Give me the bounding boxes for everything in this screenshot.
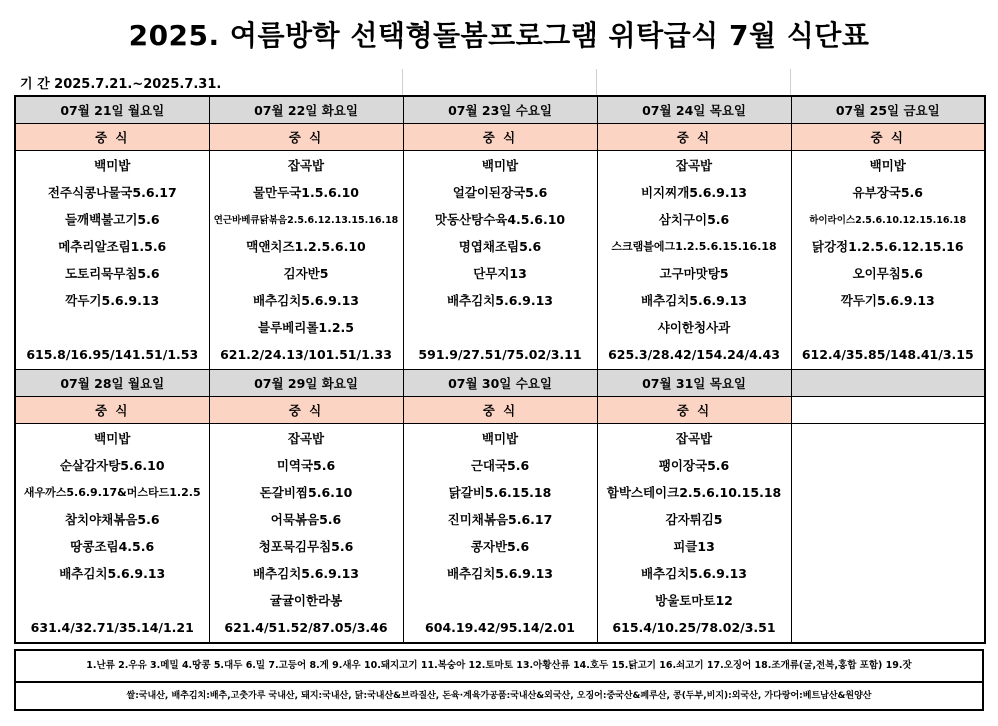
menu-item: 단무지13 — [403, 259, 597, 286]
menu-item: 배추김치5.6.9.13 — [209, 559, 403, 586]
menu-item — [791, 559, 985, 586]
menu-item: 근대국5.6 — [403, 451, 597, 478]
menu-item: 귤귤이한라봉 — [209, 586, 403, 613]
menu-item: 유부장국5.6 — [791, 178, 985, 205]
nutrition-cell: 615.8/16.95/141.51/1.53 — [15, 340, 209, 370]
menu-item: 배추김치5.6.9.13 — [403, 559, 597, 586]
menu-item: 순살감자탕5.6.10 — [15, 451, 209, 478]
menu-item: 백미밥 — [15, 151, 209, 179]
meal-plan-table — [14, 95, 986, 644]
nutri-row — [15, 613, 985, 643]
menu-item: 깍두기5.6.9.13 — [791, 286, 985, 313]
menu-item: 연근바베큐닭볶음2.5.6.12.13.15.16.18 — [209, 205, 403, 232]
day-row — [15, 370, 985, 397]
menu-item: 백미밥 — [403, 151, 597, 179]
origin-notice: 쌀:국내산, 배추김치:배추,고춧가루 국내산, 돼지:국내산, 닭:국내산&브라질산, 돈육·계육가공품:국내산&외국산, 오징어:중국산&페루산, 콩(두부,비지):외국산, 가다랑어:베트남산&원양산 — [14, 681, 984, 711]
menu-item: 잡곡밥 — [597, 424, 791, 452]
menu-item: 어묵볶음5.6 — [209, 505, 403, 532]
menu-item — [791, 478, 985, 505]
menu-item — [791, 313, 985, 340]
period-divider — [402, 69, 403, 95]
item-row — [15, 178, 985, 205]
menu-item — [791, 451, 985, 478]
meal-label — [791, 397, 985, 424]
menu-item: 방울토마토12 — [597, 586, 791, 613]
menu-item: 백미밥 — [15, 424, 209, 452]
item-row — [15, 559, 985, 586]
meal-label: 중 식 — [209, 124, 403, 151]
item-row — [15, 151, 985, 179]
menu-item: 잡곡밥 — [209, 424, 403, 452]
period-label: 기 간 2025.7.21.~2025.7.31. — [20, 77, 222, 92]
page-title: 2025. 여름방학 선택형돌봄프로그램 위탁급식 7월 식단표 — [128, 19, 870, 52]
menu-item: 팽이장국5.6 — [597, 451, 791, 478]
menu-item: 명엽채조림5.6 — [403, 232, 597, 259]
day-header: 07월 24일 목요일 — [597, 96, 791, 124]
menu-item: 피클13 — [597, 532, 791, 559]
menu-item: 물만두국1.5.6.10 — [209, 178, 403, 205]
nutrition-cell: 625.3/28.42/154.24/4.43 — [597, 340, 791, 370]
menu-item: 김자반5 — [209, 259, 403, 286]
nutrition-cell: 621.4/51.52/87.05/3.46 — [209, 613, 403, 643]
menu-item: 비지찌개5.6.9.13 — [597, 178, 791, 205]
item-row — [15, 259, 985, 286]
menu-item: 배추김치5.6.9.13 — [15, 559, 209, 586]
item-row — [15, 532, 985, 559]
menu-item: 미역국5.6 — [209, 451, 403, 478]
meal-label: 중 식 — [209, 397, 403, 424]
day-header: 07월 23일 수요일 — [403, 96, 597, 124]
item-row — [15, 451, 985, 478]
item-row — [15, 205, 985, 232]
menu-item: 잡곡밥 — [597, 151, 791, 179]
meal-label: 중 식 — [403, 124, 597, 151]
nutri-row — [15, 340, 985, 370]
menu-item: 하이라이스2.5.6.10.12.15.16.18 — [791, 205, 985, 232]
item-row — [15, 313, 985, 340]
menu-item: 감자튀김5 — [597, 505, 791, 532]
menu-item: 배추김치5.6.9.13 — [403, 286, 597, 313]
menu-item: 얼갈이된장국5.6 — [403, 178, 597, 205]
menu-item: 배추김치5.6.9.13 — [209, 286, 403, 313]
menu-item: 스크램블에그1.2.5.6.15.16.18 — [597, 232, 791, 259]
menu-item: 백미밥 — [403, 424, 597, 452]
menu-item: 오이무침5.6 — [791, 259, 985, 286]
menu-item: 맥앤치즈1.2.5.6.10 — [209, 232, 403, 259]
item-row — [15, 505, 985, 532]
menu-item: 청포묵김무침5.6 — [209, 532, 403, 559]
menu-item: 고구마맛탕5 — [597, 259, 791, 286]
day-header: 07월 28일 월요일 — [15, 370, 209, 397]
menu-item: 맛동산탕수육4.5.6.10 — [403, 205, 597, 232]
meal-label: 중 식 — [597, 397, 791, 424]
nutrition-cell: 621.2/24.13/101.51/1.33 — [209, 340, 403, 370]
menu-item: 닭강정1.2.5.6.12.15.16 — [791, 232, 985, 259]
menu-item: 깍두기5.6.9.13 — [15, 286, 209, 313]
menu-item — [791, 424, 985, 452]
menu-item: 도토리묵무침5.6 — [15, 259, 209, 286]
item-row — [15, 478, 985, 505]
meal-label: 중 식 — [15, 124, 209, 151]
meal-label: 중 식 — [597, 124, 791, 151]
meal-row — [15, 397, 985, 424]
item-row — [15, 424, 985, 452]
menu-item: 메추리알조림1.5.6 — [15, 232, 209, 259]
menu-item: 닭갈비5.6.15.18 — [403, 478, 597, 505]
meal-label: 중 식 — [403, 397, 597, 424]
menu-item — [403, 586, 597, 613]
nutrition-cell: 591.9/27.51/75.02/3.11 — [403, 340, 597, 370]
nutrition-cell: 615.4/10.25/78.02/3.51 — [597, 613, 791, 643]
menu-item: 잡곡밥 — [209, 151, 403, 179]
menu-item — [791, 505, 985, 532]
menu-item: 콩자반5.6 — [403, 532, 597, 559]
menu-item: 배추김치5.6.9.13 — [597, 286, 791, 313]
item-row — [15, 286, 985, 313]
menu-item: 전주식콩나물국5.6.17 — [15, 178, 209, 205]
menu-item: 돈갈비찜5.6.10 — [209, 478, 403, 505]
day-header: 07월 25일 금요일 — [791, 96, 985, 124]
menu-item: 블루베리롤1.2.5 — [209, 313, 403, 340]
menu-item: 참치야채볶음5.6 — [15, 505, 209, 532]
day-header: 07월 31일 목요일 — [597, 370, 791, 397]
item-row — [15, 586, 985, 613]
menu-item: 진미채볶음5.6.17 — [403, 505, 597, 532]
menu-item: 배추김치5.6.9.13 — [597, 559, 791, 586]
day-header — [791, 370, 985, 397]
menu-item: 들깨백불고기5.6 — [15, 205, 209, 232]
menu-item — [791, 586, 985, 613]
menu-item — [15, 313, 209, 340]
meal-label: 중 식 — [15, 397, 209, 424]
day-header: 07월 21일 월요일 — [15, 96, 209, 124]
menu-item: 새우까스5.6.9.17&머스타드1.2.5 — [15, 478, 209, 505]
day-row — [15, 96, 985, 124]
nutrition-cell — [791, 613, 985, 643]
menu-item: 샤이한청사과 — [597, 313, 791, 340]
menu-item: 삼치구이5.6 — [597, 205, 791, 232]
meal-row — [15, 124, 985, 151]
menu-item — [791, 532, 985, 559]
menu-item — [403, 313, 597, 340]
menu-item: 땅콩조림4.5.6 — [15, 532, 209, 559]
day-header: 07월 30일 수요일 — [403, 370, 597, 397]
item-row — [15, 232, 985, 259]
period-row — [14, 69, 984, 95]
menu-item: 함박스테이크2.5.6.10.15.18 — [597, 478, 791, 505]
nutrition-cell: 612.4/35.85/148.41/3.15 — [791, 340, 985, 370]
menu-item: 백미밥 — [791, 151, 985, 179]
day-header: 07월 29일 화요일 — [209, 370, 403, 397]
day-header: 07월 22일 화요일 — [209, 96, 403, 124]
period-divider — [596, 69, 597, 95]
meal-label: 중 식 — [791, 124, 985, 151]
nutrition-cell: 631.4/32.71/35.14/1.21 — [15, 613, 209, 643]
nutrition-cell: 604.19.42/95.14/2.01 — [403, 613, 597, 643]
menu-item — [15, 586, 209, 613]
allergen-legend: 1.난류 2.우유 3.메밀 4.땅콩 5.대두 6.밀 7.고등어 8.게 9.새우 10.돼지고기 11.복숭아 12.토마토 13.아황산류 14.호두 15.닭고기 16.쇠고기 17.오징어 18.조개류(굴,전복,홍합 포함) 19.잣 — [14, 649, 984, 683]
period-divider — [790, 69, 791, 95]
